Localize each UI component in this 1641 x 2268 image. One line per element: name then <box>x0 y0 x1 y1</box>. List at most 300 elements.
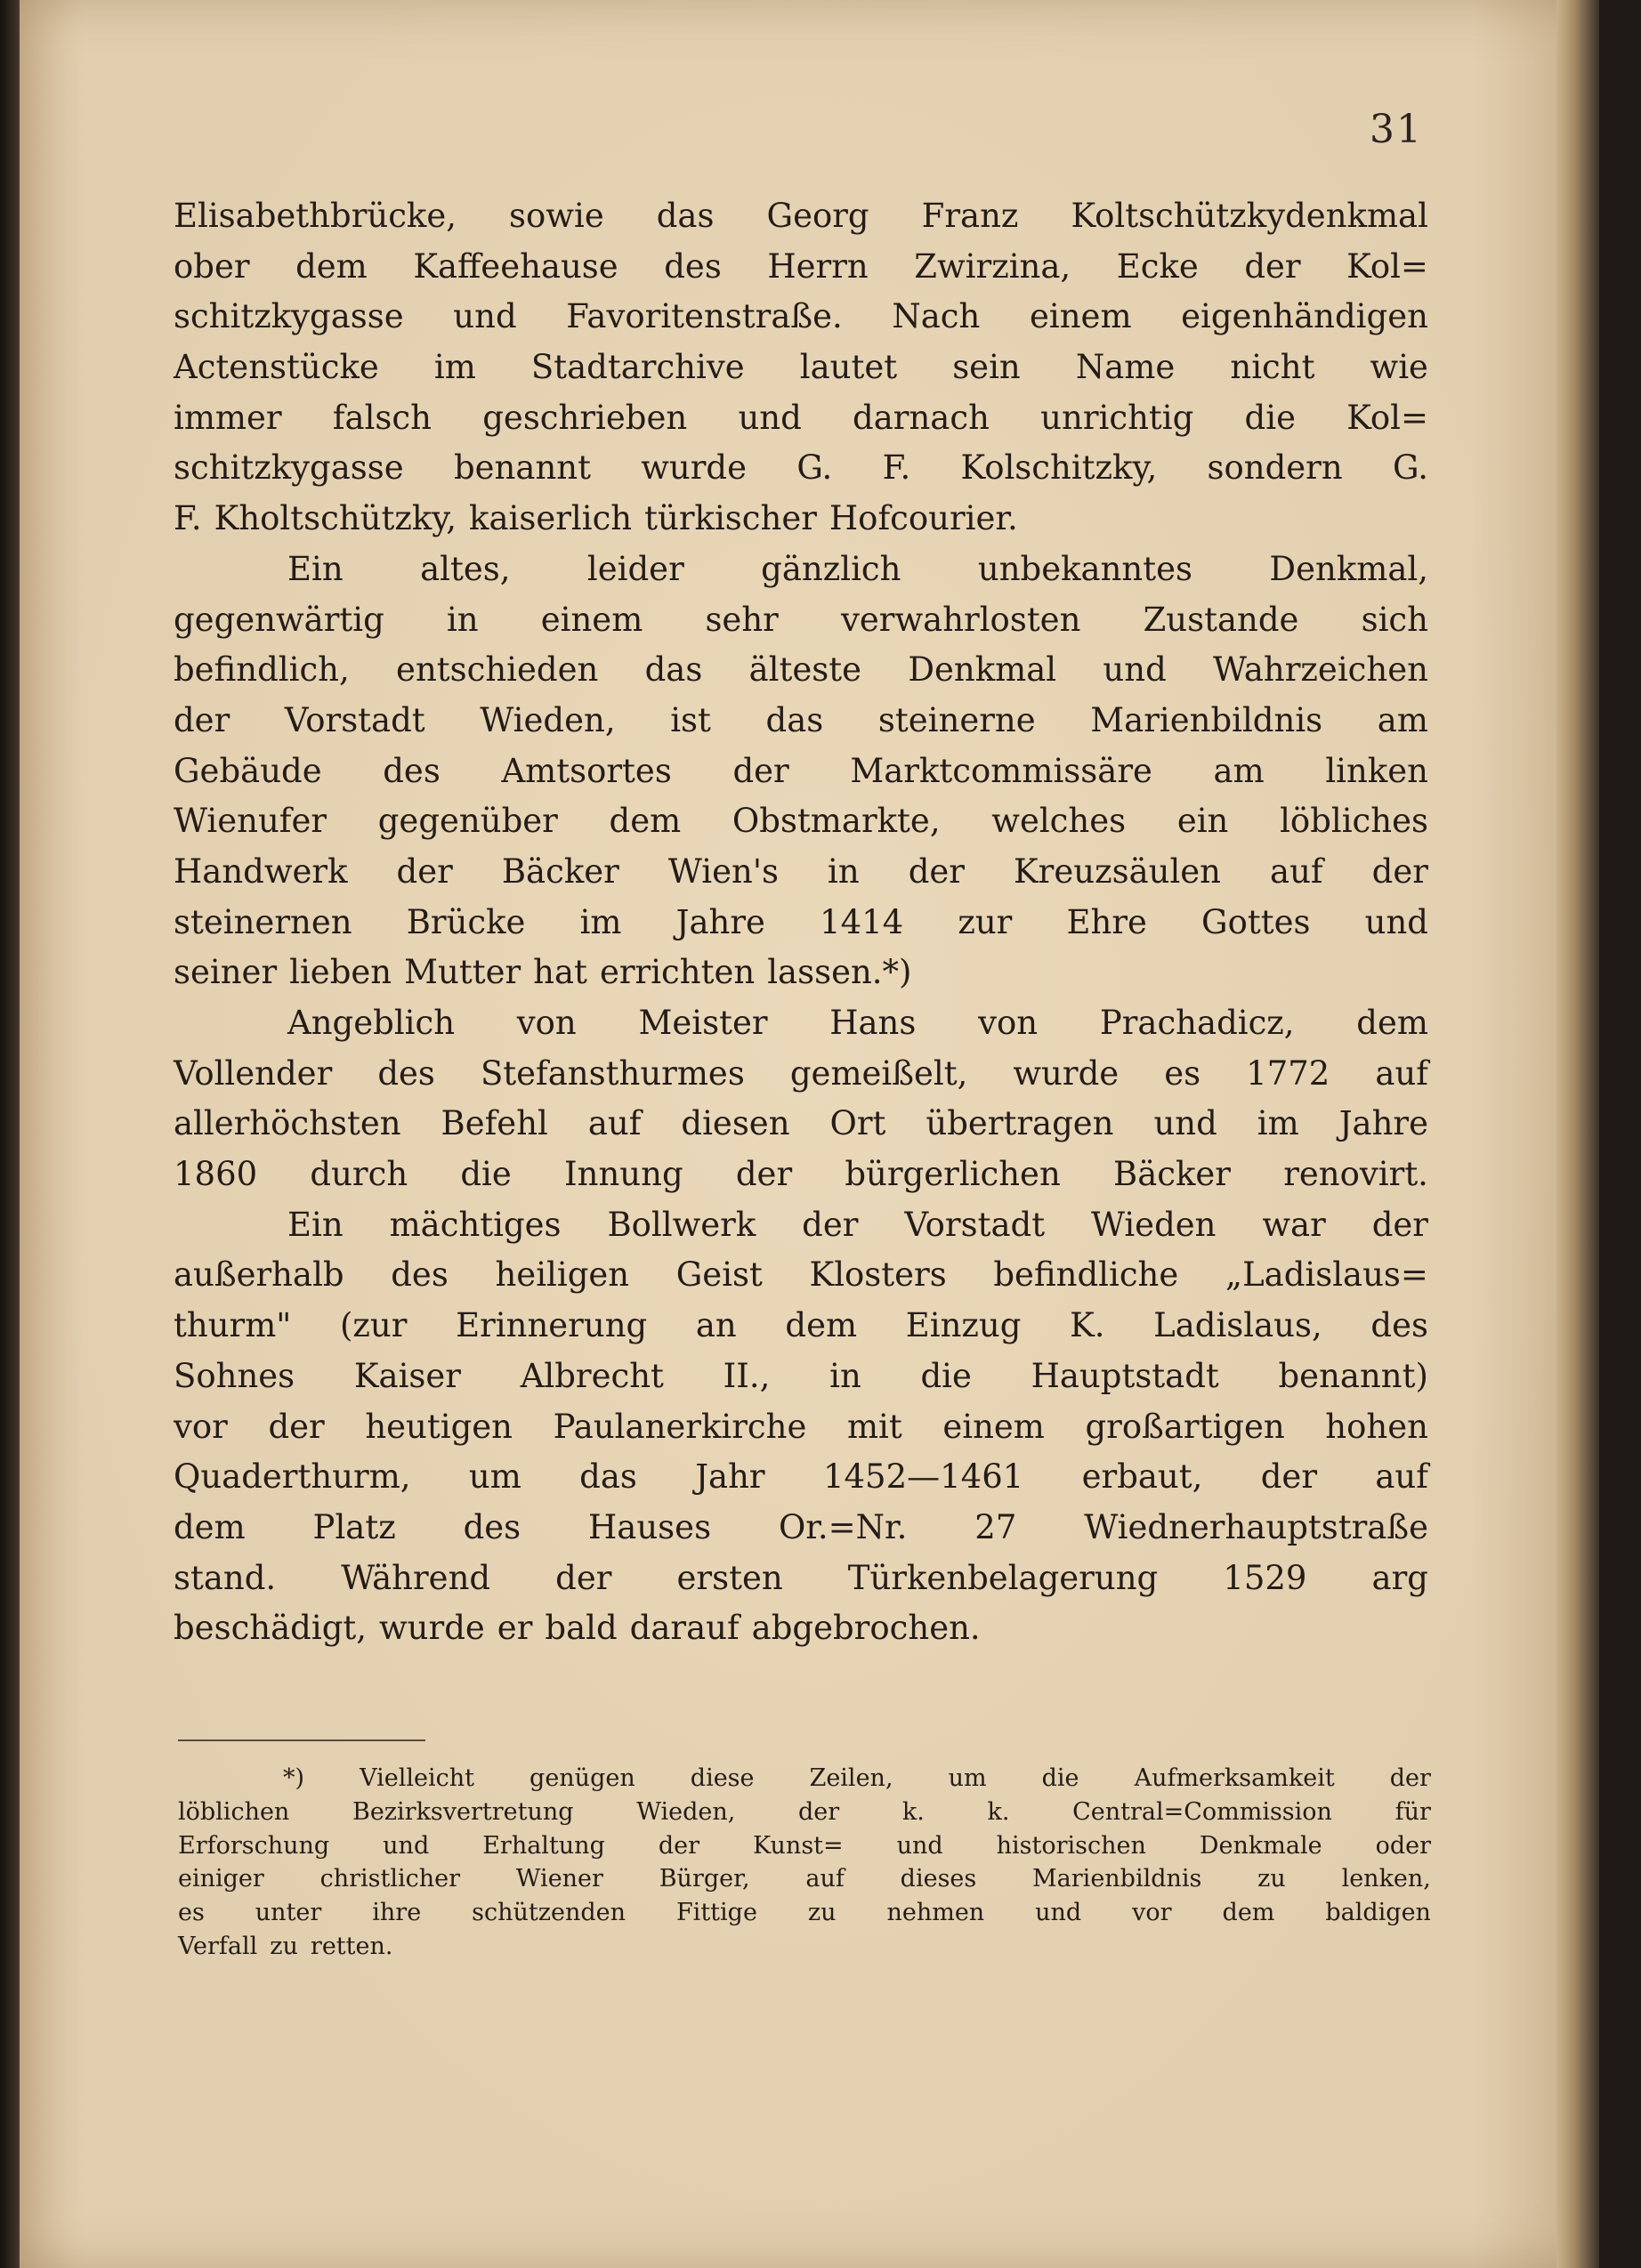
footnote-word: genügen <box>529 1764 635 1792</box>
footnote-line <box>178 1796 1431 1829</box>
body-word: der <box>555 1558 612 1597</box>
footnote-word: Bezirksvertretung <box>352 1797 574 1826</box>
footnote-word: Denkmale <box>1199 1831 1322 1860</box>
body-word: welches <box>991 802 1127 841</box>
body-word: und <box>1153 1104 1217 1143</box>
body-line <box>174 696 1428 747</box>
body-word: die <box>920 1356 972 1395</box>
body-word: F. <box>174 499 202 538</box>
body-line <box>174 948 1428 998</box>
body-word: die <box>460 1155 512 1194</box>
body-word: Wahrzeichen <box>1213 650 1428 690</box>
body-word: ersten <box>676 1558 783 1597</box>
body-line <box>174 494 1428 545</box>
footnote-word: Vielleicht <box>360 1764 474 1792</box>
body-word: der <box>268 1407 325 1446</box>
body-word: ist <box>670 700 711 739</box>
body-word: schitzkygasse <box>174 448 404 488</box>
body-word: Obstmarkte, <box>732 802 941 841</box>
body-word: heiligen <box>495 1255 630 1295</box>
body-word: Kol= <box>1346 398 1428 437</box>
body-word: benannt <box>453 448 591 488</box>
footnote-word: schützenden <box>472 1899 626 1927</box>
body-word: einem <box>1029 297 1132 336</box>
body-word: der <box>908 852 965 891</box>
body-word: Zustande <box>1143 600 1299 639</box>
body-word: Marktcommissäre <box>850 751 1152 790</box>
body-word: Zwirzina, <box>914 246 1071 286</box>
body-word: Or.=Nr. <box>778 1507 908 1546</box>
body-line <box>174 393 1428 444</box>
body-word: Albrecht <box>520 1356 664 1395</box>
body-line <box>174 1554 1428 1604</box>
body-word: Gebäude <box>174 751 322 790</box>
body-word: lautet <box>799 348 898 387</box>
footnote-word: der <box>1389 1764 1431 1792</box>
body-word: altes, <box>420 549 511 588</box>
body-word: großartigen <box>1085 1407 1285 1446</box>
page-edge <box>1556 0 1599 2268</box>
body-word: wurde <box>641 448 748 488</box>
body-word: steinerne <box>877 700 1036 739</box>
body-word: sein <box>952 348 1021 387</box>
body-word: Koltschützkydenkmal <box>1071 197 1428 235</box>
body-word: Türkenbelagerung <box>847 1558 1159 1597</box>
body-word: Während <box>341 1558 491 1597</box>
body-word: beschädigt, <box>174 1609 368 1648</box>
body-line <box>174 645 1428 696</box>
body-word: älteste <box>748 650 862 690</box>
body-word: des <box>463 1507 521 1546</box>
body-word: einem <box>540 600 643 639</box>
body-line <box>174 595 1428 646</box>
body-word: ober <box>174 246 250 286</box>
footnote-word: k. <box>987 1797 1010 1826</box>
body-word: 1529 <box>1223 1558 1307 1597</box>
body-word: dem <box>1356 1004 1428 1042</box>
body-word: Bäcker <box>501 852 619 891</box>
body-word: löbliches <box>1280 802 1428 841</box>
body-word: eigenhändigen <box>1181 297 1428 336</box>
body-word: des <box>391 1255 449 1295</box>
body-word: Befehl <box>441 1104 548 1143</box>
body-word: Wienufer <box>174 802 327 841</box>
body-word: Ladislaus, <box>1153 1306 1322 1345</box>
body-word: Ein <box>287 549 344 588</box>
body-word: befindliche <box>993 1255 1179 1295</box>
body-word: Handwerk <box>174 852 348 891</box>
footnote-word: Verfall <box>178 1932 258 1960</box>
body-word: Jahre <box>1338 1104 1428 1143</box>
body-word: dem <box>609 802 682 841</box>
body-line <box>174 1301 1428 1352</box>
footnote <box>178 1762 1431 1964</box>
footnote-line <box>178 1762 1431 1796</box>
body-line <box>174 1352 1428 1402</box>
footnote-word: um <box>948 1764 987 1792</box>
body-word: Name <box>1075 348 1176 387</box>
body-word: bald <box>545 1609 618 1648</box>
body-word: das <box>579 1457 637 1497</box>
footnote-word: und <box>383 1831 430 1860</box>
body-word: des <box>383 751 441 790</box>
body-word: ein <box>1176 802 1229 841</box>
footnote-word: retten. <box>310 1932 393 1960</box>
footnote-word: oder <box>1375 1831 1431 1860</box>
body-word: Klosters <box>809 1255 947 1295</box>
body-word: des <box>377 1053 435 1093</box>
body-word: Stefansthurmes <box>480 1053 745 1093</box>
footnote-word: Central=Commission <box>1072 1797 1332 1826</box>
body-word: zur <box>958 902 1013 941</box>
body-line <box>174 1250 1428 1301</box>
body-word: thurm" <box>174 1306 292 1345</box>
body-word: Gottes <box>1201 902 1311 941</box>
body-word: der <box>1244 246 1301 286</box>
footnote-word: ihre <box>372 1899 422 1927</box>
body-word: arg <box>1371 1558 1428 1597</box>
body-word: Geist <box>675 1255 763 1295</box>
body-word: 1860 <box>174 1155 258 1194</box>
footnote-word: dem <box>1222 1899 1275 1927</box>
body-word: abgebrochen. <box>751 1609 981 1648</box>
body-word: befindlich, <box>174 650 350 690</box>
body-word: gänzlich <box>761 549 901 588</box>
body-word: 1452—1461 <box>822 1457 1024 1497</box>
body-word: lieben <box>289 953 392 992</box>
body-word: Denkmal, <box>1269 549 1428 588</box>
body-word: 1414 <box>820 902 904 941</box>
body-word: um <box>468 1457 521 1497</box>
body-word: hat <box>533 953 587 992</box>
body-word: von <box>978 1004 1039 1042</box>
footnote-word: baldigen <box>1325 1899 1431 1927</box>
footnote-word: Kunst= <box>752 1831 844 1860</box>
body-word: der <box>1260 1457 1318 1497</box>
body-word: Stadtarchive <box>530 348 745 387</box>
body-word: die <box>1244 398 1296 437</box>
body-word: wurde <box>1013 1053 1120 1093</box>
body-word: Vorstadt <box>904 1205 1046 1244</box>
body-text <box>174 191 1428 1654</box>
body-word: in <box>828 852 860 891</box>
footnote-word: Bürger, <box>659 1865 750 1893</box>
body-word: Wieden <box>1090 1205 1217 1244</box>
body-word: türkischer <box>644 499 817 538</box>
body-word: G. <box>796 448 833 488</box>
body-word: nicht <box>1230 348 1315 387</box>
body-word: am <box>1213 751 1265 790</box>
body-word: errichten <box>599 953 756 992</box>
body-word: „Ladislaus= <box>1225 1255 1428 1295</box>
body-line <box>174 1049 1428 1100</box>
body-word: steinernen <box>174 902 352 941</box>
body-word: Elisabethbrücke, <box>174 197 457 235</box>
body-word: Nach <box>892 297 981 336</box>
footnote-word: Erhaltung <box>482 1831 605 1860</box>
body-word: Kaffeehause <box>413 246 618 286</box>
body-word: der <box>1371 852 1428 891</box>
body-line <box>174 545 1428 595</box>
body-word: das <box>656 197 715 235</box>
footnote-rule <box>178 1739 425 1741</box>
footnote-word: auf <box>805 1865 845 1893</box>
page-number: 31 <box>1370 107 1423 152</box>
footnote-line <box>178 1829 1431 1863</box>
footnote-word: Aufmerksamkeit <box>1134 1764 1335 1792</box>
body-word: Ehre <box>1066 902 1147 941</box>
body-word: mächtiges <box>389 1205 562 1244</box>
body-line <box>174 1099 1428 1150</box>
body-word: Hauptstadt <box>1031 1356 1219 1395</box>
body-word: darauf <box>629 1609 740 1648</box>
body-word: Brücke <box>406 902 526 941</box>
body-word: geschrieben <box>482 398 688 437</box>
body-word: Einzug <box>905 1306 1022 1345</box>
body-line <box>174 847 1428 898</box>
body-line <box>174 998 1428 1049</box>
body-word: Erinnerung <box>456 1306 648 1345</box>
body-word: Wieden, <box>480 700 616 739</box>
body-word: von <box>516 1004 577 1042</box>
body-word: Favoritenstraße. <box>566 297 843 336</box>
body-word: dem <box>174 1507 246 1546</box>
body-word: wurde <box>379 1609 485 1648</box>
body-word: Franz <box>921 197 1019 235</box>
footnote-word: unter <box>255 1899 322 1927</box>
body-word: hohen <box>1325 1407 1428 1446</box>
body-word: dem <box>785 1306 858 1345</box>
footnote-word: Marienbildnis <box>1032 1865 1202 1893</box>
body-word: er <box>497 1609 533 1648</box>
body-word: und <box>1103 650 1167 690</box>
body-word: vor <box>174 1407 228 1446</box>
footnote-word: für <box>1394 1797 1431 1826</box>
body-word: Prachadicz, <box>1099 1004 1295 1042</box>
body-word: falsch <box>332 398 432 437</box>
body-word: sowie <box>509 197 604 235</box>
body-word: Paulanerkirche <box>553 1407 807 1446</box>
body-word: (zur <box>339 1306 408 1345</box>
body-word: Hans <box>829 1004 917 1042</box>
body-word: unbekanntes <box>977 549 1193 588</box>
footnote-word: zu <box>807 1899 837 1927</box>
body-word: und <box>453 297 517 336</box>
body-word: Innung <box>564 1155 683 1194</box>
body-word: das <box>644 650 703 690</box>
footnote-word: historischen <box>996 1831 1146 1860</box>
body-word: Hofcourier. <box>829 499 1018 538</box>
footnote-word: diese <box>690 1764 755 1792</box>
body-word: benannt) <box>1278 1356 1428 1395</box>
body-word: Amtsortes <box>501 751 672 790</box>
body-word: in <box>829 1356 861 1395</box>
body-line <box>174 292 1428 343</box>
footnote-word: dieses <box>900 1865 977 1893</box>
body-line <box>174 443 1428 494</box>
body-word: 27 <box>974 1507 1017 1546</box>
body-word: mit <box>846 1407 902 1446</box>
body-word: gegenüber <box>377 802 558 841</box>
body-word: Meister <box>638 1004 768 1042</box>
body-word: der <box>735 1155 793 1194</box>
body-word: auf <box>1375 1053 1428 1093</box>
body-word: schitzkygasse <box>174 297 404 336</box>
body-word: Kaiser <box>353 1356 461 1395</box>
body-word: G. <box>1392 448 1428 488</box>
body-word: heutigen <box>365 1407 513 1446</box>
body-word: verwahrlosten <box>840 600 1081 639</box>
body-word: 1772 <box>1246 1053 1330 1093</box>
body-word: auf <box>587 1104 642 1143</box>
body-word: diesen <box>681 1104 790 1143</box>
body-word: K. <box>1070 1306 1105 1345</box>
body-word: Actenstücke <box>174 348 379 387</box>
body-word: entschieden <box>396 650 599 690</box>
body-line <box>174 191 1428 242</box>
body-word: in <box>446 600 479 639</box>
body-word: im <box>1257 1104 1299 1143</box>
body-word: Sohnes <box>174 1356 295 1395</box>
footnote-word: Wiener <box>515 1865 603 1893</box>
body-word: war <box>1262 1205 1326 1244</box>
body-word: und <box>1364 902 1428 941</box>
body-word: unrichtig <box>1040 398 1194 437</box>
body-word: renovirt. <box>1283 1155 1428 1194</box>
body-word: Herrn <box>767 246 869 286</box>
body-word: leider <box>586 549 684 588</box>
body-word: Ort <box>829 1104 886 1143</box>
body-word: Jahr <box>695 1457 765 1497</box>
footnote-word: Wieden, <box>636 1797 736 1826</box>
body-word: auf <box>1375 1457 1428 1497</box>
body-word: Georg <box>766 197 869 235</box>
body-word: erbaut, <box>1081 1457 1203 1497</box>
body-word: F. <box>882 448 911 488</box>
body-word: Wien's <box>667 852 779 891</box>
body-word: Platz <box>312 1507 396 1546</box>
body-word: dem <box>295 246 368 286</box>
body-word: sondern <box>1207 448 1343 488</box>
body-word: an <box>695 1306 737 1345</box>
footnote-word: es <box>178 1899 205 1927</box>
footnote-word: zu <box>1257 1865 1286 1893</box>
body-word: Vorstadt <box>284 700 425 739</box>
footnote-word: nehmen <box>886 1899 985 1927</box>
footnote-word: christlicher <box>319 1865 461 1893</box>
body-word: kaiserlich <box>469 499 633 538</box>
body-line <box>174 898 1428 948</box>
body-word: sich <box>1361 600 1428 639</box>
body-word: Bollwerk <box>607 1205 756 1244</box>
body-word: Kolschitzky, <box>960 448 1158 488</box>
body-line <box>174 343 1428 393</box>
body-word: darnach <box>853 398 990 437</box>
body-word: bürgerlichen <box>845 1155 1061 1194</box>
footnote-word: lenken, <box>1341 1865 1431 1893</box>
body-word: Quaderthurm, <box>174 1457 411 1497</box>
body-word: Marienbildnis <box>1090 700 1323 739</box>
body-word: Wiednerhauptstraße <box>1084 1507 1428 1546</box>
body-word: der <box>802 1205 859 1244</box>
body-word: der <box>396 852 453 891</box>
body-word: Kreuzsäulen <box>1014 852 1222 891</box>
body-word: einem <box>942 1407 1045 1446</box>
body-word: der <box>732 751 789 790</box>
footnote-line <box>178 1896 1431 1930</box>
body-word: seiner <box>174 953 278 992</box>
footnote-word: der <box>798 1797 840 1826</box>
body-word: Vollender <box>174 1053 333 1093</box>
footnote-word: zu <box>270 1932 298 1960</box>
body-line <box>174 1200 1428 1251</box>
body-word: Bäcker <box>1113 1155 1231 1194</box>
body-word: Jahre <box>675 902 765 941</box>
body-word: Angeblich <box>287 1004 456 1042</box>
body-word: gemeißelt, <box>789 1053 968 1093</box>
body-line <box>174 747 1428 797</box>
body-word: allerhöchsten <box>174 1104 401 1143</box>
body-word: im <box>433 348 476 387</box>
body-word: Kholtschützky, <box>214 499 457 538</box>
footnote-word: Fittige <box>675 1899 757 1927</box>
body-word: im <box>579 902 622 941</box>
body-word: übertragen <box>926 1104 1114 1143</box>
body-word: linken <box>1325 751 1428 790</box>
footnote-word: und <box>1035 1899 1082 1927</box>
body-word: durch <box>310 1155 408 1194</box>
body-word: Ein <box>287 1205 344 1244</box>
body-word: es <box>1164 1053 1201 1093</box>
body-word: sehr <box>705 600 779 639</box>
body-line <box>174 1503 1428 1554</box>
footnote-word: der <box>658 1831 699 1860</box>
body-word: auf <box>1270 852 1323 891</box>
body-word: II., <box>723 1356 771 1395</box>
footnote-word: löblichen <box>178 1797 290 1826</box>
body-line <box>174 242 1428 293</box>
footnote-line <box>178 1930 1431 1964</box>
body-word: außerhalb <box>174 1255 344 1295</box>
footnote-word: Erforschung <box>178 1831 330 1860</box>
body-word: Kol= <box>1346 246 1428 286</box>
body-word: wie <box>1370 348 1428 387</box>
body-word: am <box>1377 700 1428 739</box>
body-line <box>174 796 1428 847</box>
body-word: Mutter <box>404 953 521 992</box>
footnote-word: die <box>1041 1764 1079 1792</box>
footnote-word: k. <box>901 1797 925 1826</box>
body-word: stand. <box>174 1558 277 1597</box>
footnote-word: *) <box>283 1764 305 1792</box>
body-word: des <box>664 246 722 286</box>
body-line <box>174 1150 1428 1200</box>
body-word: lassen.*) <box>767 953 912 992</box>
footnote-word: vor <box>1132 1899 1172 1927</box>
footnote-word: und <box>896 1831 943 1860</box>
body-word: Hauses <box>588 1507 712 1546</box>
body-line <box>174 1603 1428 1654</box>
footnote-word: einiger <box>178 1865 264 1893</box>
body-word: der <box>1371 1205 1428 1244</box>
body-word: des <box>1370 1306 1428 1345</box>
body-word: der <box>174 700 230 739</box>
body-word: und <box>738 398 802 437</box>
body-word: gegenwärtig <box>174 600 384 639</box>
body-word: Ecke <box>1116 246 1199 286</box>
body-word: immer <box>174 398 282 437</box>
body-word: Denkmal <box>908 650 1057 690</box>
